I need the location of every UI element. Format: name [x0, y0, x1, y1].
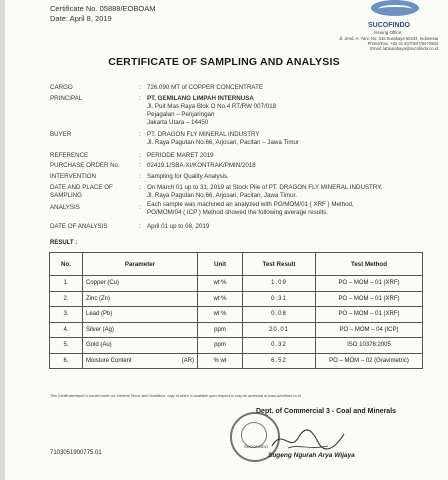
row-result: 6.52: [243, 353, 316, 369]
row-parameter: [83, 291, 198, 307]
colon: :: [139, 95, 141, 102]
row-result: 20.01: [243, 322, 316, 338]
email-line: Email: labsurabaya@sucofindo.co.id: [370, 46, 438, 51]
result-label: RESULT :: [50, 240, 78, 246]
colon: :: [139, 223, 141, 230]
table-row: [50, 276, 423, 292]
principal-label: PRINCIPAL: [50, 95, 83, 102]
row-no: 4.: [50, 322, 83, 338]
principal-name: PT. GEMILANG LIMPAH INTERNUSA: [147, 95, 254, 102]
signer-name: Sugeng Ngurah Arya Wijaya: [268, 452, 355, 459]
row-result: 1.09: [243, 276, 316, 292]
intervention-value: Sampling for Quality Analysis.: [147, 173, 229, 180]
page-title: CERTIFICATE OF SAMPLING AND ANALYSIS: [108, 56, 340, 68]
colon: :: [139, 184, 141, 191]
colon: :: [139, 152, 141, 159]
department-name: Dept. of Commercial 3 - Coal and Minerals: [256, 408, 397, 415]
row-method: PO – MOM – 04 (ICP): [316, 322, 423, 338]
row-result: 0.08: [243, 307, 316, 323]
parameter-name: Moisture Content: [86, 357, 132, 364]
analysis-label: ANALYSIS: [50, 204, 80, 211]
col-unit: Unit: [198, 253, 243, 276]
colon: :: [139, 84, 141, 91]
row-unit: ppm: [198, 338, 243, 354]
row-parameter: [83, 338, 198, 354]
row-parameter: [83, 307, 198, 323]
reference-label: REFERENCE: [50, 152, 89, 159]
row-unit: ppm: [198, 322, 243, 338]
buyer-address: Jl. Raya Pagutan No.66, Arjosari, Pacitan – Jawa Timur: [147, 139, 300, 146]
purchase-order-value: 02419.1/SBA-XI/KONTRAK/PMIN/2018: [147, 162, 256, 169]
colon: :: [139, 131, 141, 138]
row-parameter: [83, 322, 198, 338]
certificate-number: Certificate No. 05888/EOBOAM: [50, 4, 156, 13]
row-no: 1.: [50, 276, 83, 292]
buyer-name: PT. DRAGON FLY MINERAL INDUSTRY: [147, 131, 260, 138]
col-test-result: Test Result: [243, 253, 316, 276]
principal-address: Jakarta Utara – 14450: [147, 119, 209, 126]
phone-line: Phone/Fax: +62 31 8470547/8470583: [367, 41, 438, 46]
row-method: PO – MOM – 01 (XRF): [316, 291, 423, 307]
row-no: 3.: [50, 307, 83, 323]
row-no: 6.: [50, 353, 83, 369]
table-row: [50, 353, 423, 369]
row-result: 0.32: [243, 338, 316, 354]
date-place-label: SAMPLING: [50, 192, 82, 199]
date-place-label: DATE AND PLACE OF: [50, 184, 113, 191]
row-method: PO – MOM – 01 (XRF): [316, 276, 423, 292]
scan-edge: [0, 0, 5, 480]
colon: :: [139, 204, 141, 211]
cargo-value: 726.090 MT of COPPER CONCENTRATE: [147, 84, 263, 91]
buyer-label: BUYER: [50, 131, 72, 138]
row-unit: wt %: [198, 276, 243, 292]
row-no: 5.: [50, 338, 83, 354]
disclaimer-text: This Certificate/report is issued under our General Terms and Conditions, copy of which is available upon request or may be accessed at www.sucofindo.co.id: [50, 394, 301, 398]
analysis-value: PO/MOM/04 ( ICP ) Method showed the following average results.: [147, 209, 329, 216]
parameter-note: (AR): [181, 357, 194, 364]
stamp-text: SUCOFINDO: [244, 444, 268, 449]
brand-name: SUCOFINDO: [368, 22, 410, 29]
row-unit: wt %: [198, 291, 243, 307]
parameter-name: Copper (Cu): [86, 280, 120, 287]
row-method: PO – MOM – 02 (Gravimetric): [316, 353, 423, 369]
row-result: 0.31: [243, 291, 316, 307]
intervention-label: INTERVENTION: [50, 173, 96, 180]
parameter-name: Gold (Au): [86, 342, 112, 349]
table-row: [50, 291, 423, 307]
col-test-method: Test Method: [316, 253, 423, 276]
row-method: ISO 10378:2005: [316, 338, 423, 354]
parameter-name: Lead (Pb): [86, 311, 113, 318]
principal-address: Jl. Puit Mas Raya Blok O No.4 RT/RW 007/018: [147, 103, 277, 110]
results-table: [49, 252, 423, 369]
date-place-value: On March 01 up to 31, 2019 at Stock Pile of PT. DRAGON FLY MINERAL INDUSTRY,: [147, 184, 383, 191]
parameter-name: Silver (Ag): [86, 326, 115, 333]
colon: :: [139, 173, 141, 180]
row-unit: wt %: [198, 307, 243, 323]
row-parameter: [83, 276, 198, 292]
col-no: No.: [50, 253, 83, 276]
certificate-date: Date: April 8, 2019: [50, 14, 112, 23]
row-method: PO – MOM – 01 (XRF): [316, 307, 423, 323]
table-row: [50, 307, 423, 323]
colon: :: [139, 162, 141, 169]
col-parameter: Parameter: [83, 253, 198, 276]
table-header-row: [50, 253, 423, 276]
row-parameter: [83, 353, 198, 369]
table-row: [50, 322, 423, 338]
purchase-order-label: PURCHASE ORDER No.: [50, 162, 120, 169]
row-no: 2.: [50, 291, 83, 307]
issuing-office-label: Issuing Office:: [374, 30, 403, 35]
parameter-name: Zinc (Zn): [86, 295, 110, 302]
row-unit: % wt: [198, 353, 243, 369]
date-analysis-label: DATE OF ANALYSIS: [50, 223, 108, 230]
table-row: [50, 338, 423, 354]
signature-icon: [268, 424, 348, 454]
document-number: 7103051900775.01: [50, 450, 102, 456]
address-line: Jl. Jend. A. Yani. No. 315 Surabaya 60234, Indonesia: [338, 36, 438, 41]
analysis-value: Each sample was machined an analyzed with PO/MOM/01 ( XRF ) Method,: [147, 201, 354, 208]
reference-value: PERIODE MARET 2019: [147, 152, 214, 159]
principal-address: Pejagalan – Penjaringan: [147, 111, 215, 118]
cargo-label: CARGO: [50, 84, 73, 91]
date-analysis-value: April 01 up to 08, 2019: [147, 223, 210, 230]
sucofindo-logo-icon: [368, 0, 423, 22]
date-place-value: Jl. Raya Pagutan No.66, Arjosari, Pacitan, Jawa Timur.: [147, 192, 297, 199]
